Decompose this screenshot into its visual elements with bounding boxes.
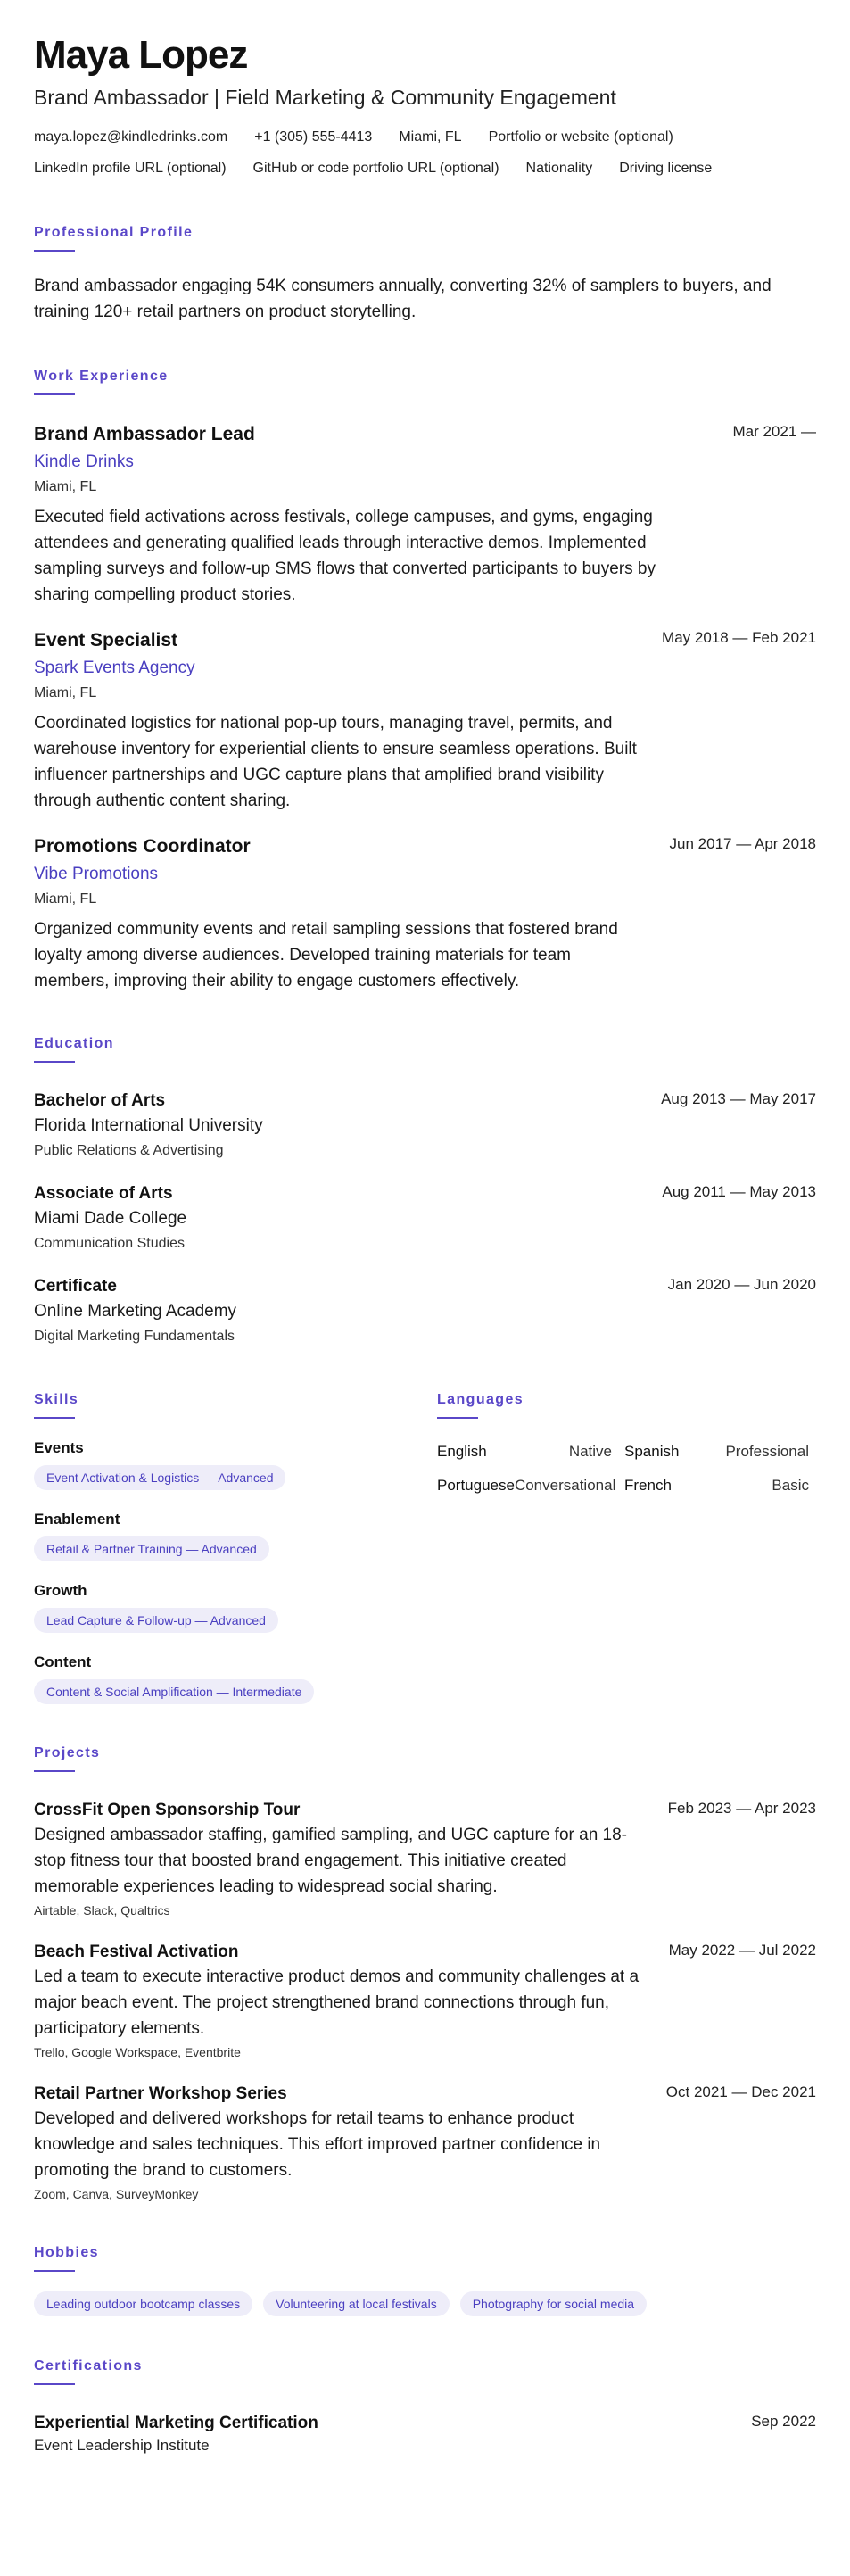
project-tools: Trello, Google Workspace, Eventbrite [34,2045,241,2059]
certification-entry [34,2412,816,2456]
projects-section [34,1744,816,2203]
certification-date: Sep 2022 [751,2413,816,2430]
job-location: Miami, FL [34,891,97,907]
skill-category: Enablement [34,1511,120,1528]
skill-pill: Event Activation & Logistics — Advanced [34,1465,285,1490]
project-entry [34,1941,816,2061]
skill-group [34,1652,435,1704]
section-divider [34,2383,75,2385]
languages-section [437,1391,809,1704]
education-entry [34,1182,816,1254]
section-title-projects: Projects [34,1745,101,1760]
experience-section [34,368,816,994]
job-entry [34,628,816,814]
language-item [437,1442,624,1462]
contact-location: Miami, FL [399,129,462,145]
job-description: Organized community events and retail sampling sessions that fostered brand loyalty among diverse audiences. Developed training materials for team members, improving their ability to engage customers effectively. [34,920,618,990]
section-divider [34,1417,75,1419]
project-title: Retail Partner Workshop Series [34,2084,287,2103]
job-location: Miami, FL [34,479,97,494]
section-title-profile: Professional Profile [34,225,194,240]
project-tools: Zoom, Canva, SurveyMonkey [34,2187,199,2201]
section-title-education: Education [34,1036,114,1051]
education-dates: Aug 2011 — May 2013 [662,1183,816,1200]
section-title-skills: Skills [34,1392,79,1407]
job-title: Event Specialist [34,630,178,650]
skill-pill: Lead Capture & Follow-up — Advanced [34,1608,278,1633]
skill-category: Content [34,1653,92,1670]
project-dates: Oct 2021 — Dec 2021 [665,2083,816,2100]
job-entry [34,422,816,608]
contact-linkedin[interactable]: LinkedIn profile URL (optional) [34,161,227,176]
project-dates: May 2022 — Jul 2022 [668,1942,816,1959]
education-school: Florida International University [34,1116,263,1135]
project-entry [34,1799,816,1919]
education-section [34,1035,816,1346]
skill-group [34,1510,435,1561]
language-item [624,1476,809,1495]
job-dates: May 2018 — Feb 2021 [662,629,816,646]
skill-group [34,1438,435,1490]
resume-header [34,32,816,191]
contact-nationality: Nationality [525,161,593,176]
languages-grid [437,1442,809,1495]
language-level: Basic [772,1477,809,1494]
language-item [624,1442,809,1462]
language-name: English [437,1443,487,1460]
contact-portfolio[interactable]: Portfolio or website (optional) [488,129,673,145]
job-description: Coordinated logistics for national pop-up tours, managing travel, permits, and warehouse inventory for experiential clients to ensure seamless operations. Built influencer partnerships and UGC capture plans that amplified brand visibility through authentic content sharing. [34,714,637,810]
hobby-pill: Leading outdoor bootcamp classes [34,2291,252,2316]
job-location: Miami, FL [34,685,97,700]
project-dates: Feb 2023 — Apr 2023 [667,1800,816,1817]
section-title-experience: Work Experience [34,369,169,384]
certification-issuer: Event Leadership Institute [34,2437,210,2454]
project-description: Led a team to execute interactive product demos and community challenges at a major beach event. The project strengthened brand connections through fun, participatory elements. [34,1967,640,2038]
education-field: Communication Studies [34,1236,185,1251]
certification-name: Experiential Marketing Certification [34,2414,318,2432]
skill-pill: Retail & Partner Training — Advanced [34,1536,269,1561]
job-entry [34,834,816,994]
section-divider [34,2270,75,2272]
language-level: Conversational [514,1477,616,1494]
job-company: Spark Events Agency [34,658,195,677]
job-title: Brand Ambassador Lead [34,424,255,444]
education-degree: Bachelor of Arts [34,1091,166,1110]
contact-phone[interactable]: +1 (305) 555-4413 [254,129,373,145]
project-tools: Airtable, Slack, Qualtrics [34,1903,170,1918]
project-entry [34,2083,816,2203]
section-divider [34,1061,75,1063]
skill-group [34,1581,435,1633]
section-divider [34,250,75,252]
language-level: Professional [725,1443,809,1460]
project-title: CrossFit Open Sponsorship Tour [34,1801,301,1819]
education-entry [34,1089,816,1161]
section-title-hobbies: Hobbies [34,2245,99,2260]
contact-driving-license: Driving license [619,161,713,176]
candidate-headline: Brand Ambassador | Field Marketing & Community Engagement [34,86,616,109]
job-company: Kindle Drinks [34,452,134,471]
section-divider [34,393,75,395]
language-name: Portuguese [437,1477,515,1494]
section-title-certifications: Certifications [34,2358,143,2373]
education-entry [34,1275,816,1346]
education-field: Public Relations & Advertising [34,1143,224,1158]
hobby-pill: Volunteering at local festivals [263,2291,450,2316]
contact-info [34,128,816,191]
hobbies-list [34,2291,816,2316]
education-degree: Associate of Arts [34,1184,173,1203]
job-title: Promotions Coordinator [34,836,251,857]
project-description: Developed and delivered workshops for retail teams to enhance product knowledge and sales techniques. This effort improved partner confidence in promoting the brand to customers. [34,2109,601,2180]
skill-pill: Content & Social Amplification — Intermediate [34,1679,314,1704]
job-dates: Jun 2017 — Apr 2018 [669,835,816,852]
skills-section [34,1391,435,1704]
language-level: Native [568,1443,612,1460]
section-divider [437,1417,478,1419]
project-description: Designed ambassador staffing, gamified sampling, and UGC capture for an 18-stop fitness tour that boosted brand engagement. This initiative created memorable experiences leading to widespread social sharing. [34,1826,628,1896]
profile-summary: Brand ambassador engaging 54K consumers annually, converting 32% of samplers to buyers, and training 120+ retail partners on product storytelling. [34,277,772,321]
language-name: Spanish [624,1443,680,1460]
profile-section [34,224,816,325]
language-item [437,1476,624,1495]
education-field: Digital Marketing Fundamentals [34,1329,235,1344]
section-title-languages: Languages [437,1392,524,1407]
skills-languages-row [34,1391,816,1704]
project-title: Beach Festival Activation [34,1942,239,1961]
contact-email[interactable]: maya.lopez@kindledrinks.com [34,129,228,145]
section-divider [34,1770,75,1772]
job-description: Executed field activations across festivals, college campuses, and gyms, engaging attendees and generating qualified leads through interactive demos. Implemented sampling surveys and follow-up SMS flows that converted participants to buyers by sharing compelling product stories. [34,508,656,604]
candidate-name: Maya Lopez [34,33,248,77]
skill-category: Events [34,1439,84,1456]
hobbies-section [34,2244,816,2316]
contact-github[interactable]: GitHub or code portfolio URL (optional) [252,161,499,176]
education-degree: Certificate [34,1277,117,1296]
education-dates: Jan 2020 — Jun 2020 [667,1276,816,1293]
hobby-pill: Photography for social media [460,2291,647,2316]
education-dates: Aug 2013 — May 2017 [661,1090,816,1107]
language-name: French [624,1477,672,1494]
education-school: Miami Dade College [34,1209,187,1228]
education-school: Online Marketing Academy [34,1302,237,1321]
job-company: Vibe Promotions [34,865,159,883]
certifications-section [34,2357,816,2456]
job-dates: Mar 2021 — [732,423,816,440]
skill-category: Growth [34,1582,87,1599]
